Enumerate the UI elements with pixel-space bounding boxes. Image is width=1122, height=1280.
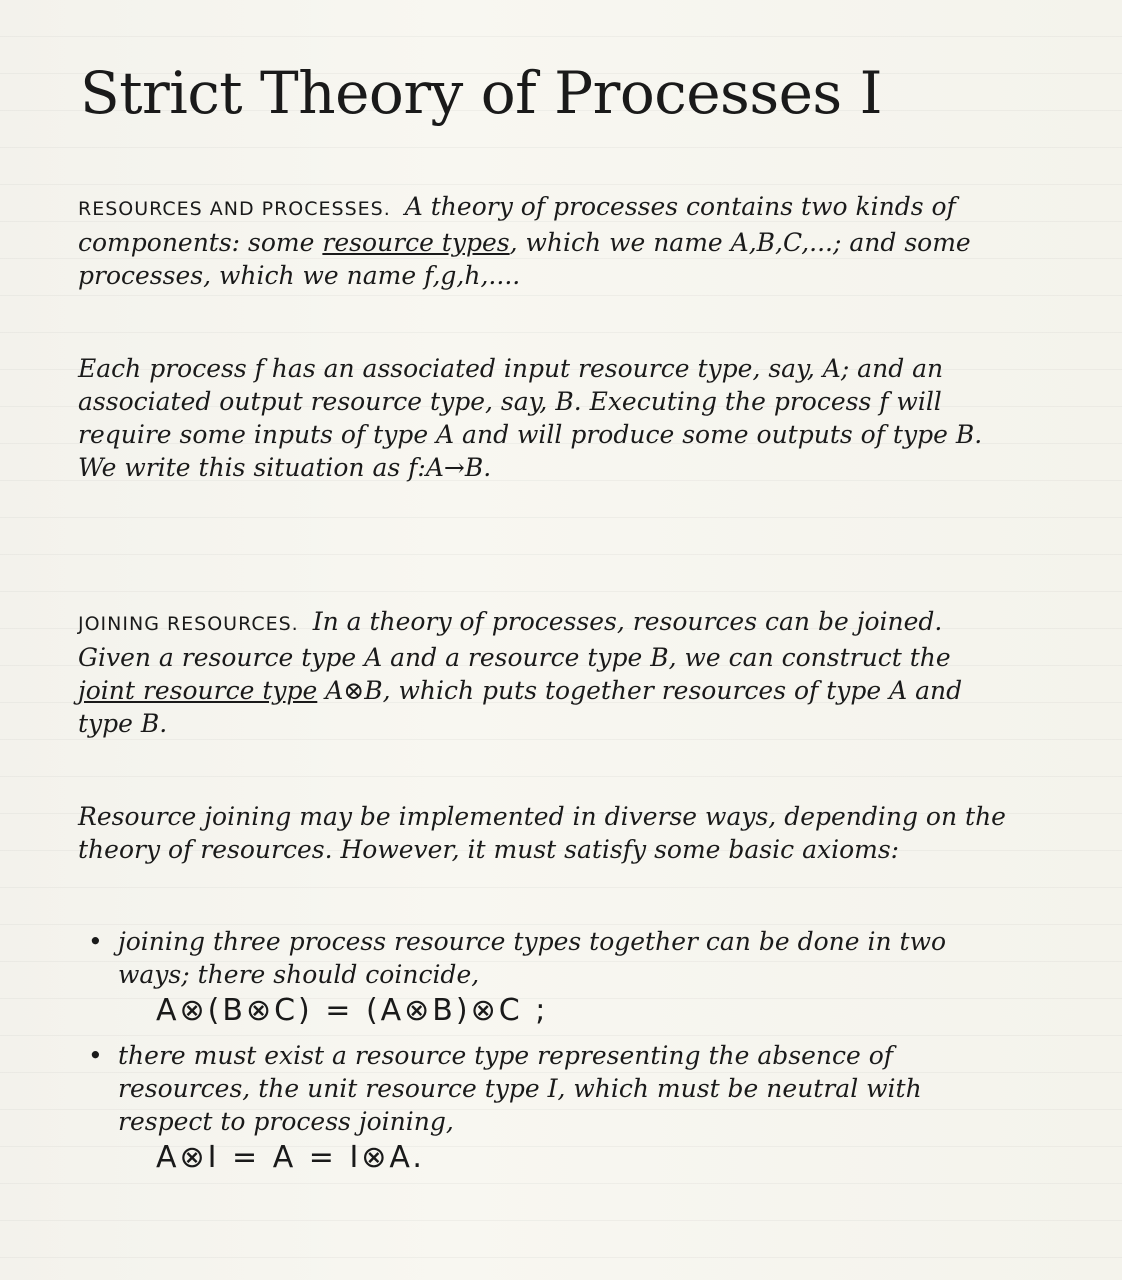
- axiom-text: joining three process resource types together can be done in two ways; there should coincide,: [118, 927, 947, 989]
- defined-term: joint resource type: [78, 676, 318, 705]
- section-text: A theory of processes contains two kinds of components: some: [78, 192, 956, 257]
- section-text: , which we name A,B,C,...; and some processes, which we name f,g,h,....: [78, 228, 971, 290]
- axiom-list: [84, 925, 984, 1178]
- paragraph-process-definition: Each process f has an associated input resource type, say, A; and an associated output resource type, say, B. Executing the process f will require some inputs of type A and will produce some outputs of type B. We write this situation as f:A→B.: [78, 354, 983, 482]
- section-resources-and-processes: [78, 190, 1013, 292]
- section-joining-resources: [78, 605, 1013, 740]
- equation: A⊗I = A = I⊗A.: [156, 1140, 425, 1175]
- axiom-text: there must exist a resource type representing the absence of resources, the unit resource type I, which must be neutral with respect to process joining,: [118, 1041, 922, 1136]
- section-heading: RESOURCES AND PROCESSES.: [78, 198, 391, 220]
- list-item: [84, 1039, 984, 1178]
- bullet-icon: •: [88, 1041, 103, 1070]
- page-title: Strict Theory of Processes I: [80, 59, 883, 127]
- section-heading: JOINING RESOURCES.: [78, 613, 299, 635]
- defined-term: resource types: [322, 228, 510, 257]
- section-text: In a theory of processes, resources can be joined. Given a resource type A and a resource type B, we can construct the: [78, 607, 951, 672]
- equation: A⊗(B⊗C) = (A⊗B)⊗C ;: [156, 993, 549, 1028]
- bullet-icon: •: [88, 927, 103, 956]
- section-text: A⊗B, which puts together resources of type A and type B.: [78, 676, 963, 738]
- list-item: [84, 925, 984, 1031]
- paragraph-resource-joining: Resource joining may be implemented in diverse ways, depending on the theory of resources. However, it must satisfy some basic axioms:: [78, 802, 1006, 864]
